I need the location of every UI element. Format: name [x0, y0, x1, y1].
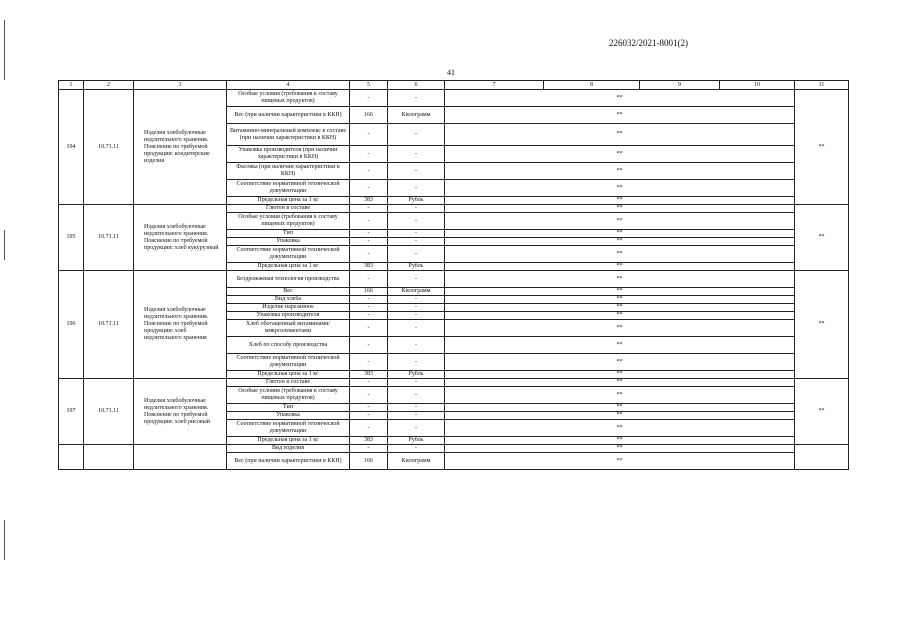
- okpd-code: 10.71.11: [84, 90, 134, 205]
- unit-code: -: [350, 180, 388, 197]
- unit-name: -: [388, 163, 445, 180]
- unit-name: -: [388, 213, 445, 230]
- characteristic-name: Фасовка (при наличии характеристики в ККН): [227, 163, 350, 180]
- unit-name: -: [388, 379, 445, 387]
- characteristic-name: Вес: [227, 288, 350, 296]
- unit-name: Килограмм: [388, 107, 445, 124]
- characteristic-name: Предельная цена за 1 кг: [227, 437, 350, 445]
- unit-name: -: [388, 420, 445, 437]
- unit-code: -: [350, 387, 388, 404]
- unit-name: -: [388, 90, 445, 107]
- characteristic-name: Упаковка: [227, 238, 350, 246]
- value-cell: **: [445, 320, 795, 337]
- unit-name: -: [388, 296, 445, 304]
- characteristic-name: Глютен в составе: [227, 205, 350, 213]
- unit-code: -: [350, 238, 388, 246]
- column-header: 11: [795, 81, 849, 90]
- characteristic-name: Изделие нарезанное: [227, 304, 350, 312]
- unit-name: -: [388, 404, 445, 412]
- unit-name: Рубль: [388, 263, 445, 271]
- table-row: [59, 445, 849, 453]
- characteristic-name: Тип: [227, 230, 350, 238]
- value-cell: **: [445, 107, 795, 124]
- unit-name: -: [388, 354, 445, 371]
- unit-code: -: [350, 124, 388, 146]
- value-cell: **: [445, 354, 795, 371]
- unit-code: -: [350, 246, 388, 263]
- column-header: 6: [388, 81, 445, 90]
- column-header: 4: [227, 81, 350, 90]
- unit-code: 383: [350, 197, 388, 205]
- value-cell: **: [445, 312, 795, 320]
- characteristic-name: Вес (при наличии характеристики в ККН): [227, 107, 350, 124]
- unit-name: Килограмм: [388, 453, 445, 470]
- column-11-value: **: [795, 205, 849, 271]
- okpd-code: 10.71.11: [84, 205, 134, 271]
- unit-name: -: [388, 180, 445, 197]
- column-11-value: [795, 445, 849, 470]
- value-cell: **: [445, 288, 795, 296]
- characteristic-name: Соответствие нормативной технической документации: [227, 354, 350, 371]
- unit-name: -: [388, 124, 445, 146]
- unit-code: -: [350, 230, 388, 238]
- characteristic-name: Предельная цена за 1 кг: [227, 371, 350, 379]
- characteristic-name: Особые условия (требования к составу пищевых продуктов): [227, 387, 350, 404]
- unit-code: -: [350, 163, 388, 180]
- table-header-row: [59, 81, 849, 90]
- characteristic-name: Упаковка производителя: [227, 312, 350, 320]
- value-cell: **: [445, 337, 795, 354]
- value-cell: **: [445, 197, 795, 205]
- value-cell: **: [445, 146, 795, 163]
- value-cell: **: [445, 387, 795, 404]
- okpd-code: 10.71.11: [84, 271, 134, 379]
- column-header: 7: [445, 81, 544, 90]
- table-row: [59, 379, 849, 387]
- column-header: 8: [544, 81, 640, 90]
- unit-name: -: [388, 146, 445, 163]
- characteristic-name: Соответствие нормативной технической документации: [227, 420, 350, 437]
- unit-name: -: [388, 312, 445, 320]
- unit-name: -: [388, 246, 445, 263]
- characteristic-name: Тип: [227, 404, 350, 412]
- column-11-value: **: [795, 90, 849, 205]
- value-cell: **: [445, 404, 795, 412]
- unit-code: -: [350, 320, 388, 337]
- unit-code: -: [350, 412, 388, 420]
- unit-name: -: [388, 238, 445, 246]
- unit-name: -: [388, 304, 445, 312]
- column-header: 1: [59, 81, 84, 90]
- value-cell: **: [445, 90, 795, 107]
- unit-code: -: [350, 146, 388, 163]
- unit-code: -: [350, 296, 388, 304]
- unit-code: 166: [350, 288, 388, 296]
- value-cell: **: [445, 180, 795, 197]
- unit-name: -: [388, 337, 445, 354]
- value-cell: **: [445, 230, 795, 238]
- value-cell: **: [445, 213, 795, 230]
- unit-code: -: [350, 90, 388, 107]
- unit-name: Килограмм: [388, 288, 445, 296]
- scan-edge-mark: [4, 0, 6, 640]
- table-row: [59, 271, 849, 288]
- unit-code: -: [350, 404, 388, 412]
- unit-code: 166: [350, 107, 388, 124]
- table-row: [59, 90, 849, 107]
- item-description: Изделия хлебобулочные недлительного хранения. Пояснение по требуемой продукции: хлеб рисовый: [134, 379, 227, 445]
- item-description: [134, 445, 227, 470]
- document-reference: 226032/2021-8001(2): [609, 38, 688, 48]
- characteristic-name: Витаминно-минеральный комплекс в составе (при наличии характеристики в ККН): [227, 124, 350, 146]
- unit-code: -: [350, 445, 388, 453]
- item-description: Изделия хлебобулочные недлительного хранения. Пояснение по требуемой продукции: кондитерские изделия: [134, 90, 227, 205]
- unit-code: 166: [350, 453, 388, 470]
- characteristic-name: Особые условия (требования к составу пищевых продуктов): [227, 213, 350, 230]
- specification-table: [58, 80, 849, 470]
- characteristic-name: Особые условия (требования к составу пищевых продуктов): [227, 90, 350, 107]
- unit-name: -: [388, 271, 445, 288]
- value-cell: **: [445, 296, 795, 304]
- unit-code: -: [350, 205, 388, 213]
- unit-code: -: [350, 354, 388, 371]
- characteristic-name: Вес (при наличии характеристики в ККН): [227, 453, 350, 470]
- table-row: [59, 205, 849, 213]
- value-cell: **: [445, 437, 795, 445]
- okpd-code: [84, 445, 134, 470]
- unit-name: Рубль: [388, 437, 445, 445]
- value-cell: **: [445, 379, 795, 387]
- characteristic-name: Хлеб по способу производства: [227, 337, 350, 354]
- item-description: Изделия хлебобулочные недлительного хранения. Пояснение по требуемой продукции: хлеб недлительного хранения: [134, 271, 227, 379]
- item-number: [59, 445, 84, 470]
- column-11-value: **: [795, 271, 849, 379]
- characteristic-name: Предельная цена за 1 кг: [227, 197, 350, 205]
- value-cell: **: [445, 371, 795, 379]
- value-cell: **: [445, 412, 795, 420]
- value-cell: **: [445, 304, 795, 312]
- item-number: 197: [59, 379, 84, 445]
- unit-code: -: [350, 304, 388, 312]
- column-header: 10: [720, 81, 795, 90]
- value-cell: **: [445, 263, 795, 271]
- page-number: 41: [447, 68, 455, 77]
- value-cell: **: [445, 205, 795, 213]
- unit-code: 383: [350, 371, 388, 379]
- value-cell: **: [445, 453, 795, 470]
- unit-name: Рубль: [388, 371, 445, 379]
- value-cell: **: [445, 445, 795, 453]
- characteristic-name: Соответствие нормативной технической документации: [227, 180, 350, 197]
- unit-code: 383: [350, 263, 388, 271]
- characteristic-name: Соответствие нормативной технической документации: [227, 246, 350, 263]
- unit-name: -: [388, 205, 445, 213]
- unit-name: Рубль: [388, 197, 445, 205]
- value-cell: **: [445, 238, 795, 246]
- unit-code: -: [350, 379, 388, 387]
- unit-name: -: [388, 320, 445, 337]
- unit-code: -: [350, 312, 388, 320]
- characteristic-name: Хлеб обогащенный витаминами/микроэлементами: [227, 320, 350, 337]
- unit-name: -: [388, 387, 445, 404]
- value-cell: **: [445, 420, 795, 437]
- characteristic-name: Вид изделия: [227, 445, 350, 453]
- characteristic-name: Упаковка производителя (при наличии характеристики в ККН): [227, 146, 350, 163]
- unit-code: -: [350, 337, 388, 354]
- characteristic-name: Глютен в составе: [227, 379, 350, 387]
- item-description: Изделия хлебобулочные недлительного хранения. Пояснение по требуемой продукции: хлеб кукурузный: [134, 205, 227, 271]
- item-number: 196: [59, 271, 84, 379]
- column-11-value: **: [795, 379, 849, 445]
- value-cell: **: [445, 124, 795, 146]
- unit-code: -: [350, 271, 388, 288]
- value-cell: **: [445, 246, 795, 263]
- okpd-code: 10.71.11: [84, 379, 134, 445]
- unit-name: -: [388, 412, 445, 420]
- unit-code: -: [350, 213, 388, 230]
- characteristic-name: Предельная цена за 1 кг: [227, 263, 350, 271]
- column-header: 9: [640, 81, 720, 90]
- unit-code: -: [350, 420, 388, 437]
- value-cell: **: [445, 271, 795, 288]
- unit-name: -: [388, 445, 445, 453]
- column-header: 3: [134, 81, 227, 90]
- item-number: 195: [59, 205, 84, 271]
- characteristic-name: Вид хлеба: [227, 296, 350, 304]
- unit-name: -: [388, 230, 445, 238]
- item-number: 194: [59, 90, 84, 205]
- characteristic-name: Упаковка: [227, 412, 350, 420]
- unit-code: 383: [350, 437, 388, 445]
- column-header: 5: [350, 81, 388, 90]
- characteristic-name: Бездрожжевая технология производства: [227, 271, 350, 288]
- value-cell: **: [445, 163, 795, 180]
- column-header: 2: [84, 81, 134, 90]
